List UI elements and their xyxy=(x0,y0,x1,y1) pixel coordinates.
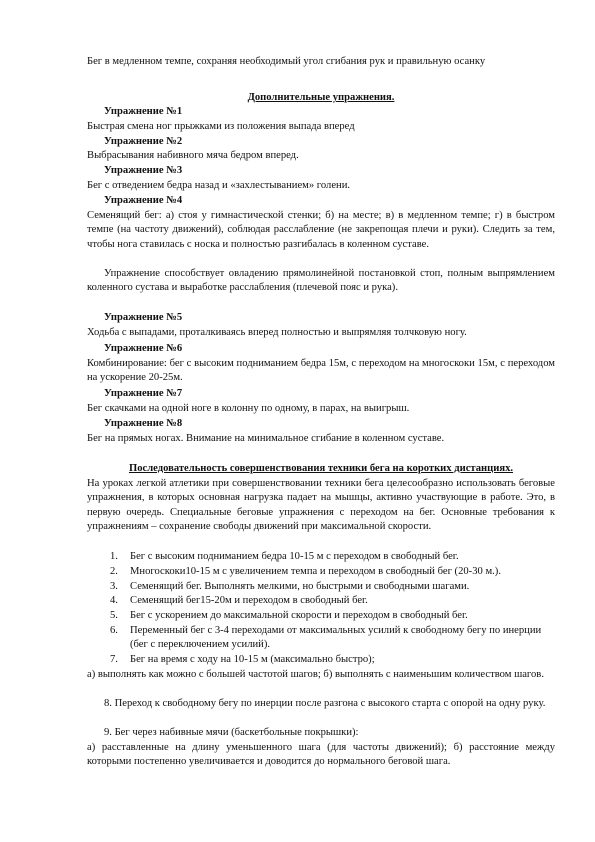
list-item-number: 6. xyxy=(110,625,118,636)
exercise-3-label: Упражнение №3 xyxy=(104,165,183,176)
list-item-number: 1. xyxy=(110,551,118,562)
list-item-text: Многоскоки10-15 м с увеличением темпа и переходом в свободный бег (20-30 м.). xyxy=(130,566,501,577)
exercise-3-text: Бег с отведением бедра назад и «захлестыванием» голени. xyxy=(87,180,351,191)
exercise-6-label: Упражнение №6 xyxy=(104,343,183,354)
list-item xyxy=(110,565,555,579)
list-item-text: Переменный бег с 3-4 переходами от максимальных усилий к свободному бегу по инерции (бег с переключением усилий). xyxy=(130,625,542,651)
list-item-number: 2. xyxy=(110,566,118,577)
item-8-text: 8. Переход к свободному бегу по инерции после разгона с высокого старта с опорой на одну руку. xyxy=(104,698,546,709)
list-item-text: Бег с ускорением до максимальной скорости и переходом в свободный бег. xyxy=(130,610,468,621)
list-item-number: 4. xyxy=(110,595,118,606)
sequence-heading: Последовательность совершенствования техники бега на коротких дистанциях. xyxy=(128,463,514,474)
list-item-text: Семенящий бег15-20м и переходом в свободный бег. xyxy=(130,595,368,606)
exercise-7-text: Бег скачками на одной ноге в колонну по одному, в парах, на выигрыш. xyxy=(87,403,410,414)
exercise-5-text: Ходьба с выпадами, проталкиваясь вперед полностью и выпрямляя толчковую ногу. xyxy=(87,327,467,338)
exercise-7-label: Упражнение №7 xyxy=(104,388,183,399)
exercise-1-label: Упражнение №1 xyxy=(104,106,183,117)
exercise-2-label: Упражнение №2 xyxy=(104,136,183,147)
exercise-4-text: Семенящий бег: а) стоя у гимнастической стенки; б) на месте; в) в медленном темпе; г) в быстром темпе (на частоту движений), соблюдая расслабление (не закрепощая плечи и руки). Следить за тем, чтобы нога ставилась с носка и полностью разгибалась в коленном суставе. xyxy=(87,210,555,250)
item-9-text: 9. Бег через набивные мячи (баскетбольные покрышки): xyxy=(104,727,359,738)
list-item xyxy=(110,609,555,623)
item-9-detail: а) расставленные на длину уменьшенного шага (для частоты движений); б) расстояние между которыми постепенно увеличивается и доводится до нормального беговой шага. xyxy=(87,742,555,768)
exercise-2-text: Выбрасывания набивного мяча бедром вперед. xyxy=(87,150,299,161)
exercise-8-text: Бег на прямых ногах. Внимание на минимальное сгибание в коленном суставе. xyxy=(87,433,445,444)
exercise-4-note: Упражнение способствует овладению прямолинейной постановкой стоп, полным выпрямлением коленного сустава и выработке расслабления (плечевой пояс и рука). xyxy=(87,268,555,294)
list-item xyxy=(110,624,555,653)
list-item-text: Бег с высоким подниманием бедра 10-15 м с переходом в свободный бег. xyxy=(130,551,459,562)
list-item xyxy=(110,580,555,594)
additional-exercises-heading: Дополнительные упражнения. xyxy=(247,92,395,103)
exercise-6-text: Комбинирование: бег с высоким подниманием бедра 15м, с переходом на многоскоки 15м, с переходом на ускорение 20-25м. xyxy=(87,358,555,384)
exercise-4-label: Упражнение №4 xyxy=(104,195,183,206)
exercise-5-label: Упражнение №5 xyxy=(104,312,183,323)
list-item-number: 5. xyxy=(110,610,118,621)
list-item-number: 3. xyxy=(110,581,118,592)
list-item-text: Семенящий бег. Выполнять мелкими, но быстрыми и свободными шагами. xyxy=(130,581,470,592)
list-item-number: 7. xyxy=(110,654,118,665)
exercise-8-label: Упражнение №8 xyxy=(104,418,183,429)
list-item-text: Бег на время с ходу на 10-15 м (максимально быстро); xyxy=(130,654,375,665)
intro-line: Бег в медленном темпе, сохраняя необходимый угол сгибания рук и правильную осанку xyxy=(87,56,486,67)
list-item xyxy=(110,550,555,564)
list-item xyxy=(110,653,555,667)
list-item xyxy=(110,594,555,608)
exercise-1-text: Быстрая смена ног прыжками из положения выпада вперед xyxy=(87,121,355,132)
sequence-intro: На уроках легкой атлетики при совершенствовании техники бега целесообразно использовать беговые упражнения, в которых основная нагрузка падает на мышцы, активно участвующие в работе. Это, в первую очередь. Специальные беговые упражнения с переходом на бег. Основные требования к упражнениям – сохранение свободы движений при максимальной скорости. xyxy=(87,478,555,533)
item-7-detail: а) выполнять как можно с большей частотой шагов; б) выполнять с наименьшим количеством шагов. xyxy=(87,669,544,680)
